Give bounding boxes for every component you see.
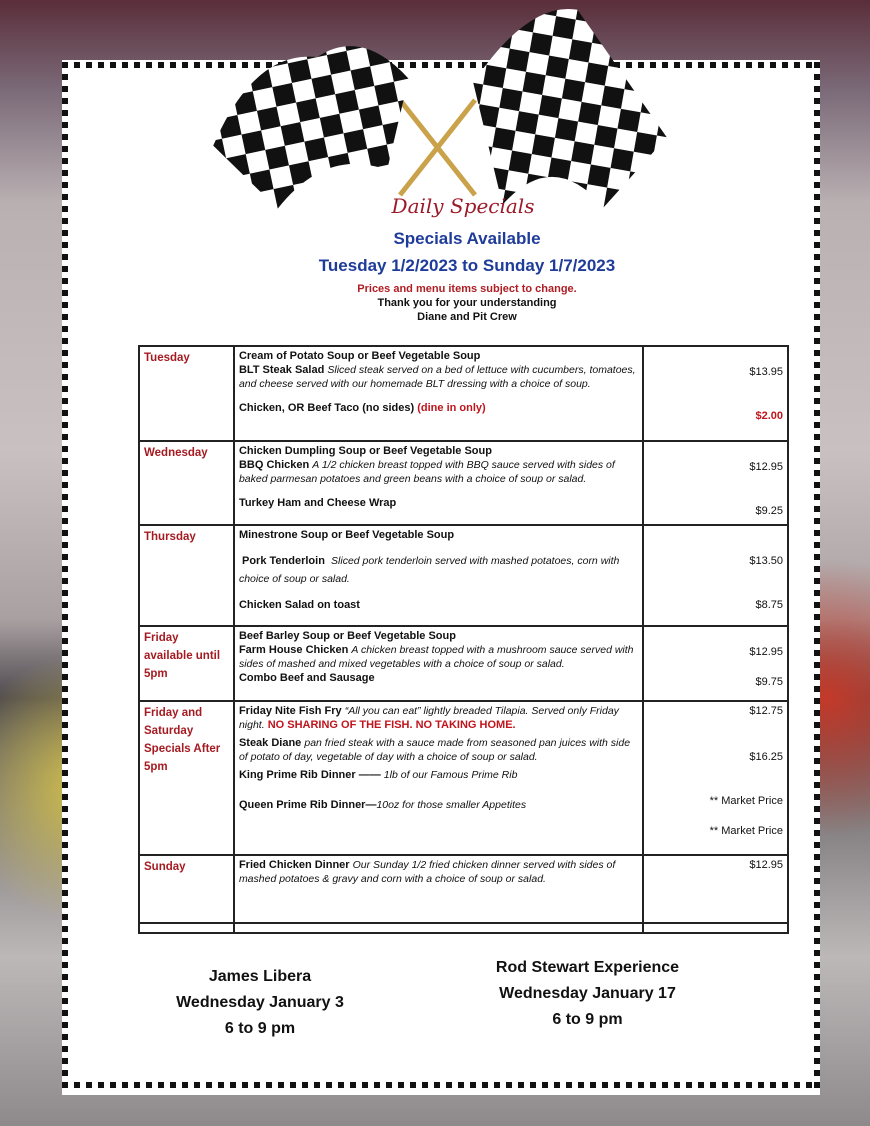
day-items: Beef Barley Soup or Beef Vegetable Soup Farm House Chicken A chicken breast topped with a mushroom sauce served with sides of mashed and mixed vegetables with a choice of soup or salad. Combo Beef and Sausage: [234, 626, 643, 701]
prices-note: Prices and menu items subject to change.: [357, 283, 577, 295]
price-cell: $12.75 $16.25 ** Market Price ** Market Price: [643, 701, 788, 855]
checkered-border-bottom: [62, 1082, 820, 1088]
daily-specials-title: Daily Specials: [391, 194, 535, 218]
date-range: Tuesday 1/2/2023 to Sunday 1/7/2023: [318, 256, 616, 275]
price-cell: $13.50 $8.75: [643, 525, 788, 626]
day-items: Minestrone Soup or Beef Vegetable Soup Pork Tenderloin Sliced pork tenderloin served with mashed potatoes, corn with choice of soup or salad. Chicken Salad on toast: [234, 525, 643, 626]
day-label: Tuesday: [139, 346, 234, 441]
day-label: Friday available until 5pm: [139, 626, 234, 701]
thanks-note: Thank you for your understanding: [377, 297, 557, 309]
event-rod-stewart: [465, 955, 710, 1033]
event-time: 6 to 9 pm: [552, 1011, 623, 1028]
day-label: Wednesday: [139, 441, 234, 525]
specials-available-heading: Specials Available: [393, 229, 541, 248]
table-row: [139, 923, 788, 933]
day-label: Friday and Saturday Specials After 5pm: [139, 701, 234, 855]
event-date: Wednesday January 17: [499, 985, 676, 1002]
event-name: James Libera: [208, 968, 312, 985]
event-time: 6 to 9 pm: [224, 1020, 296, 1037]
price-cell: $12.95: [643, 855, 788, 923]
day-items: Friday Nite Fish Fry “All you can eat” lightly breaded Tilapia. Served only Friday night. NO SHARING OF THE FISH. NO TAKING HOME. Steak Diane pan fried steak with a sauce made from seasoned pan juices with side of potato of day, vegetable of day with a choice of soup or salad. King Prime Rib Dinner —— 1lb of our Famous Prime Rib Queen Prime Rib Dinner—10oz for those smaller Appetites: [234, 701, 643, 855]
day-items: Fried Chicken Dinner Our Sunday 1/2 fried chicken dinner served with sides of mashed potatoes & gravy and corn with a choice of soup or salad.: [234, 855, 643, 923]
event-date: Wednesday January 3: [176, 994, 344, 1011]
price-cell: $12.95 $9.25: [643, 441, 788, 525]
price-cell: $13.95 $2.00: [643, 346, 788, 441]
crew-signature: Diane and Pit Crew: [417, 311, 517, 323]
day-items: Cream of Potato Soup or Beef Vegetable Soup BLT Steak Salad Sliced steak served on a bed of lettuce with cucumbers, tomatoes, and cheese served with our homemade BLT dressing with a choice of soup. Chicken, OR Beef Taco (no sides) (dine in only): [234, 346, 643, 441]
day-label: Thursday: [139, 525, 234, 626]
table-row: [139, 346, 788, 441]
day-label: Sunday: [139, 855, 234, 923]
event-name: Rod Stewart Experience: [495, 959, 680, 976]
table-row: [139, 525, 788, 626]
table-row: [139, 701, 788, 855]
table-row: [139, 855, 788, 923]
day-items: Chicken Dumpling Soup or Beef Vegetable Soup BBQ Chicken A 1/2 chicken breast topped with BBQ sauce served with sides of baked parmesan potatoes and green beans with a choice of soup or salad. Turkey Ham and Cheese Wrap: [234, 441, 643, 525]
price-cell: $12.95 $9.75: [643, 626, 788, 701]
table-row: [139, 441, 788, 525]
specials-table: [138, 345, 789, 934]
event-james-libera: [140, 964, 380, 1042]
table-row: [139, 626, 788, 701]
